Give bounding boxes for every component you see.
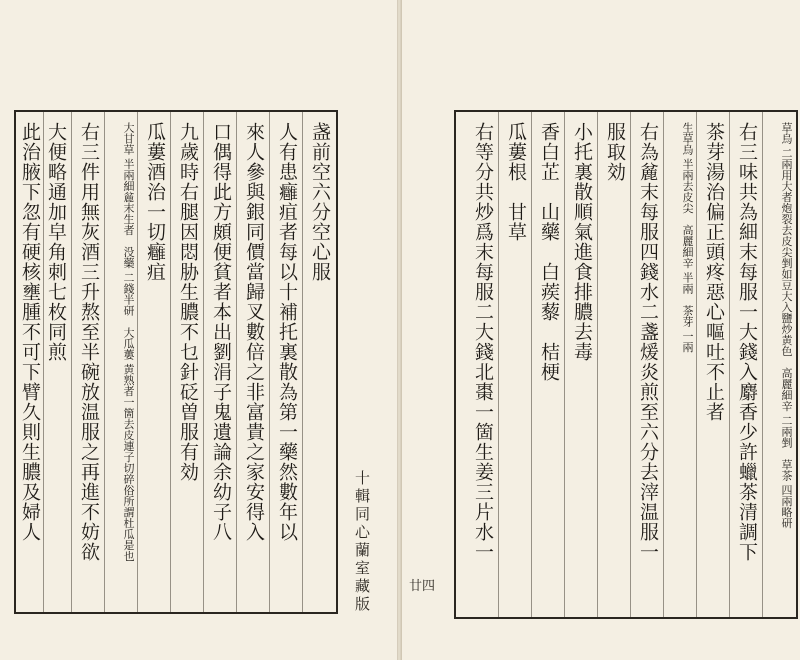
publisher-side-caption: 十輯同心蘭室藏版	[353, 470, 371, 614]
column-rule	[269, 112, 270, 612]
column-rule	[236, 112, 237, 612]
column-rule	[104, 112, 105, 612]
column-rule	[71, 112, 72, 612]
column-rule	[630, 112, 631, 617]
column-rule	[663, 112, 664, 617]
column-rule	[137, 112, 138, 612]
right-col-1: 草烏 二兩用大者炮裂去皮尖剉如豆大入鹽炒黄色 高麗細辛 二兩剉 草茶 四兩略研	[780, 122, 793, 529]
left-col-9: 大便略通加皁角刺七枚同煎	[45, 122, 67, 362]
column-rule	[597, 112, 598, 617]
right-text-frame	[454, 110, 798, 619]
column-rule	[762, 112, 763, 617]
column-rule	[302, 112, 303, 612]
right-col-9: 瓜蔞根 甘草	[505, 122, 527, 242]
right-col-3: 茶芽湯治偏正頭疼惡心嘔吐不止者	[703, 122, 725, 422]
left-col-6: 瓜蔞酒治一切癰疽	[144, 122, 166, 282]
right-col-8: 香白芷 山藥 白蒺藜 桔梗	[538, 122, 560, 382]
column-rule	[729, 112, 730, 617]
left-page	[0, 0, 397, 660]
left-col-8: 右三件用無灰酒三升熬至半碗放温服之再進不妨欲	[78, 122, 100, 562]
column-rule	[531, 112, 532, 617]
left-col-2: 人有患癰疽者每以十補托裏散為第一藥然數年以	[276, 122, 298, 542]
right-col-6: 服取効	[604, 122, 626, 182]
left-col-1: 盏前空六分空心服	[309, 122, 331, 282]
column-rule	[564, 112, 565, 617]
right-col-7: 小托裏散順氣進食排膿去毒	[571, 122, 593, 362]
left-col-3: 來人參與銀同價當歸叉數倍之非富貴之家安得入	[243, 122, 265, 542]
left-col-4: 口偶得此方頗便貧者本出劉涓子鬼遺論余幼子八	[210, 122, 232, 542]
right-col-10: 右等分共炒爲末每服二大錢北棗一箇生姜三片水一	[472, 122, 494, 562]
folio-number: 廿四	[408, 579, 435, 594]
column-rule	[696, 112, 697, 617]
right-col-5: 右為麄末每服四錢水二盞煖炎煎至六分去滓温服一	[637, 122, 659, 562]
column-rule	[43, 112, 44, 612]
column-rule	[170, 112, 171, 612]
left-col-7: 大甘草 半兩細麄末生者 没藥 二錢半研 大瓜蔞 黄熟者一箇去皮連子切碎俗所謂杜瓜是也	[122, 122, 135, 562]
right-col-4: 生草烏 半兩去皮尖 高麗細辛 半兩 茶芽 一兩	[681, 122, 694, 353]
right-col-2: 右三味共為細末每服一大錢入麝香少許蠟茶清調下	[736, 122, 758, 562]
column-rule	[203, 112, 204, 612]
left-col-10: 此治腋下忽有硬核壅腫不可下臂久則生膿及婦人	[19, 122, 41, 542]
left-text-frame	[14, 110, 338, 614]
column-rule	[498, 112, 499, 617]
right-page	[402, 0, 800, 660]
left-col-5: 九歲時右腿因悶胁生膿不乜針砭曽服有効	[177, 122, 199, 482]
